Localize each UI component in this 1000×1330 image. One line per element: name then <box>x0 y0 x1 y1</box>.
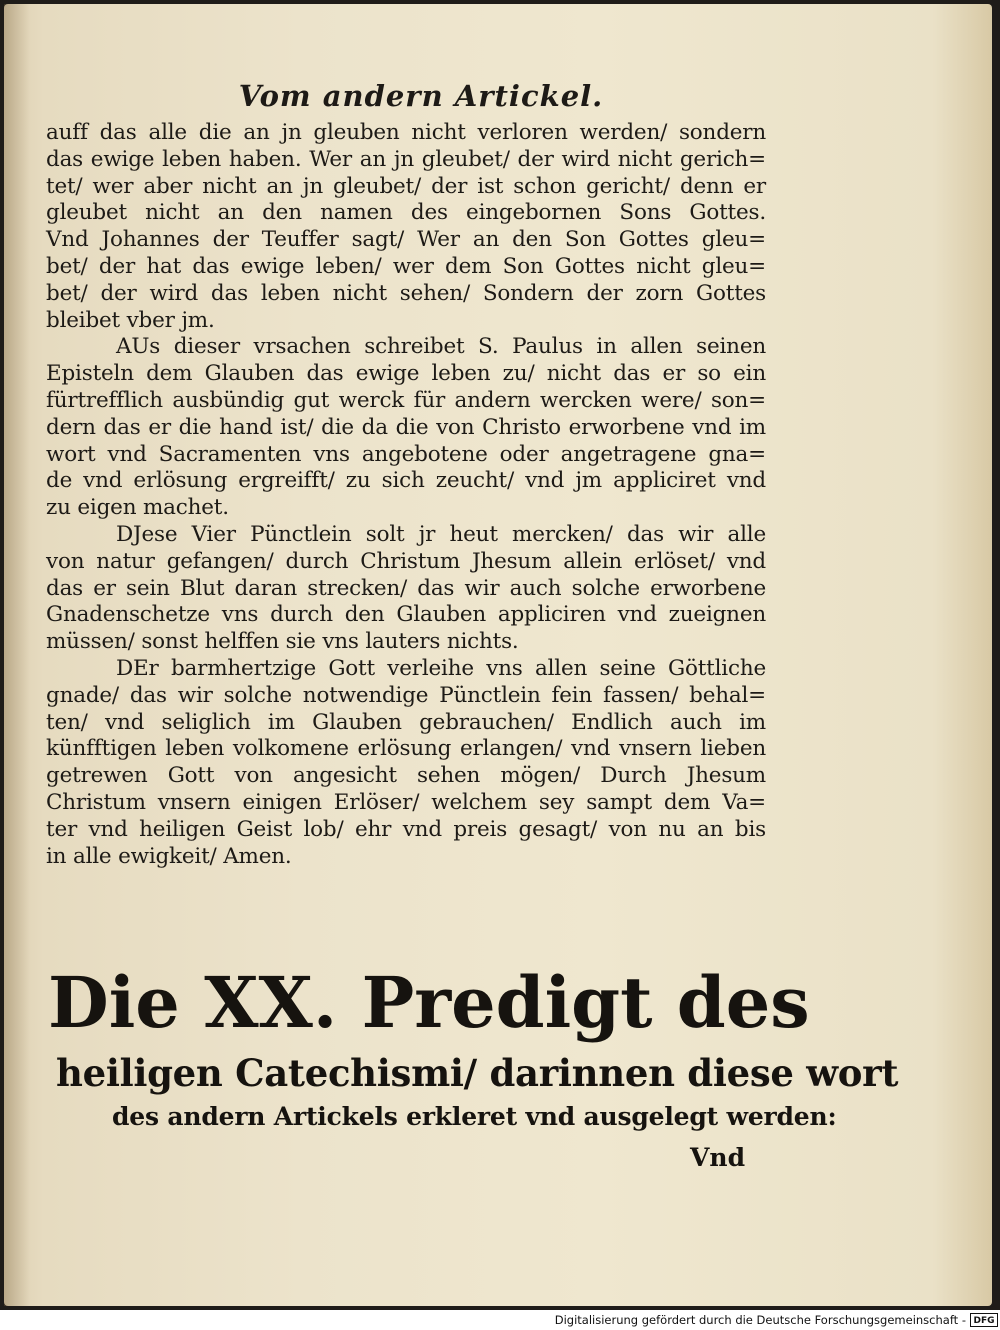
text-line: auff das alle die an jn gleuben nicht verloren werden/ sondern <box>46 120 766 145</box>
text-line: Gnadenschetze vns durch den Glauben appliciren vnd zueignen <box>46 602 766 628</box>
heading-subtitle-line2: des andern Artickels erkleret vnd ausgelegt werden: <box>112 1102 837 1131</box>
paragraph <box>46 334 766 522</box>
text-line: müssen/ sonst helffen sie vns lauters nichts. <box>46 629 519 655</box>
text-line: de vnd erlösung ergreifft/ zu sich zeucht/ vnd jm appliciret vnd <box>46 468 766 494</box>
body-paragraphs <box>46 120 766 870</box>
page-text <box>46 76 766 870</box>
paragraph <box>46 522 766 656</box>
text-line: bleibet vber jm. <box>46 307 215 333</box>
dfg-logo: DFG <box>970 1313 998 1327</box>
text-line: in alle ewigkeit/ Amen. <box>46 843 292 869</box>
footer-bar <box>0 1312 1000 1330</box>
running-head: Vom andern Artickel. <box>238 79 604 113</box>
text-line: zu eigen machet. <box>46 495 229 521</box>
text-line: fürtrefflich ausbündig gut werck für andern wercken were/ son= <box>46 387 766 413</box>
text-line: AUs dieser vrsachen schreibet S. Paulus in allen seinen <box>116 334 766 360</box>
text-line: das ewige leben haben. Wer an jn gleubet/ der wird nicht gerich= <box>46 146 766 172</box>
paragraph <box>46 656 766 870</box>
text-line: das er sein Blut daran strecken/ das wir auch solche erworbene <box>46 575 766 601</box>
sermon-heading <box>46 958 899 1136</box>
text-line: wort vnd Sacramenten vns angebotene oder angetragene gna= <box>46 441 766 467</box>
text-line: Vnd Johannes der Teuffer sagt/ Wer an den Son Gottes gleu= <box>46 227 766 253</box>
text-line: DJese Vier Pünctlein solt jr heut mercken/ das wir alle <box>116 521 766 547</box>
heading-title: Die XX. Predigt des <box>48 961 810 1044</box>
text-line: getrewen Gott von angesicht sehen mögen/ Durch Jhesum <box>46 763 766 789</box>
text-line: dern das er die hand ist/ die da die von Christo erworbene vnd im <box>46 414 766 440</box>
text-line: bet/ der wird das leben nicht sehen/ Sondern der zorn Gottes <box>46 280 766 306</box>
text-line: ter vnd heiligen Geist lob/ ehr vnd preis gesagt/ von nu an bis <box>46 816 766 842</box>
catchword: Vnd <box>690 1143 746 1172</box>
text-line: künfftigen leben volkomene erlösung erlangen/ vnd vnsern lieben <box>46 736 766 762</box>
text-line: von natur gefangen/ durch Christum Jhesum allein erlöset/ vnd <box>46 548 766 574</box>
text-line: Episteln dem Glauben das ewige leben zu/ nicht das er so ein <box>46 361 766 387</box>
text-line: Christum vnsern einigen Erlöser/ welchem sey sampt dem Va= <box>46 789 766 815</box>
heading-subtitle: heiligen Catechismi/ darinnen diese wort <box>56 1051 899 1095</box>
text-line: gnade/ das wir solche notwendige Pünctlein fein fassen/ behal= <box>46 682 766 708</box>
paragraph <box>46 120 766 334</box>
text-line: bet/ der hat das ewige leben/ wer dem Son Gottes nicht gleu= <box>46 253 766 279</box>
text-line: DEr barmhertzige Gott verleihe vns allen seine Göttliche <box>116 655 766 681</box>
text-line: ten/ vnd seliglich im Glauben gebrauchen/ Endlich auch im <box>46 709 766 735</box>
text-line: gleubet nicht an den namen des eingebornen Sons Gottes. <box>46 200 766 226</box>
text-line: tet/ wer aber nicht an jn gleubet/ der ist schon gericht/ denn er <box>46 173 766 199</box>
funding-credit: Digitalisierung gefördert durch die Deutsche Forschungsgemeinschaft - <box>554 1313 966 1327</box>
